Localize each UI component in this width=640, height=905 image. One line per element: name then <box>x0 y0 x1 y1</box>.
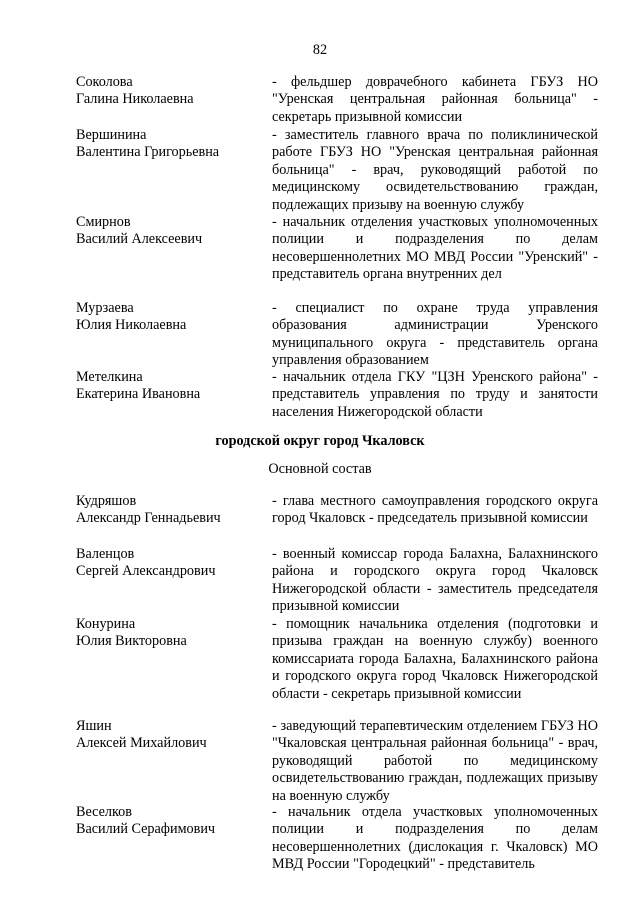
member-surname: Веселков <box>76 804 132 820</box>
member-name <box>76 546 266 581</box>
member-role: - начальник отделения участковых уполномоченных полиции и подразделения по делам несовершеннолетних МО МВД России "Уренский" - представитель органа внутренних дел <box>272 214 598 283</box>
member-surname: Кудряшов <box>76 493 137 509</box>
member-given-name: Юлия Николаевна <box>76 317 187 334</box>
section-title: городской округ город Чкаловск <box>215 433 425 449</box>
member-given-name: Валентина Григорьевна <box>76 144 220 161</box>
member-name <box>76 300 266 335</box>
member-surname: Метелкина <box>76 369 143 385</box>
page-number: 82 <box>312 42 328 58</box>
member-given-name: Василий Алексеевич <box>76 231 203 248</box>
member-role: - специалист по охране труда управления образования администрации Уренского муниципального округа - представитель органа управления образованием <box>272 300 598 369</box>
member-given-name: Сергей Александрович <box>76 563 216 580</box>
member-name <box>76 493 266 528</box>
member-name <box>76 74 266 109</box>
member-given-name: Алексей Михайлович <box>76 735 207 752</box>
member-role: - заместитель главного врача по поликлинической работе ГБУЗ НО "Уренская центральная районная больница" - врач, руководящий работой по медицинскому освидетельствованию граждан, подлежащих призыву на военную службу <box>272 127 598 213</box>
member-role: - фельдшер доврачебного кабинета ГБУЗ НО "Уренская центральная районная больница" - секретарь призывной комиссии <box>272 74 598 125</box>
member-given-name: Александр Геннадьевич <box>76 510 221 527</box>
member-role: - помощник начальника отделения (подготовки и призыва граждан на военную службу) военного комиссариата города Балахна, Балахнинского района и городского округа город Чкаловск Нижегородской области - секретарь призывной комиссии <box>272 616 598 702</box>
member-role: - заведующий терапевтическим отделением ГБУЗ НО "Чкаловская центральная районная больница" - врач, руководящий работой по медицинскому освидетельствованию граждан, подлежащих призыву на военную службу <box>272 718 598 804</box>
member-name <box>76 369 266 404</box>
member-name <box>76 214 266 249</box>
member-given-name: Екатерина Ивановна <box>76 386 201 403</box>
member-given-name: Галина Николаевна <box>76 91 194 108</box>
member-surname: Мурзаева <box>76 300 134 316</box>
member-name <box>76 718 266 753</box>
member-surname: Валенцов <box>76 546 135 562</box>
member-name <box>76 616 266 651</box>
member-role: - начальник отдела ГКУ "ЦЗН Уренского района" - представитель управления по труду и занятости населения Нижегородской области <box>272 369 598 420</box>
member-surname: Соколова <box>76 74 133 90</box>
member-surname: Смирнов <box>76 214 131 230</box>
member-name <box>76 127 266 162</box>
member-name <box>76 804 266 839</box>
member-role: - глава местного самоуправления городского округа город Чкаловск - председатель призывной комиссии <box>272 493 598 527</box>
subsection-title: Основной состав <box>268 461 372 477</box>
member-given-name: Василий Серафимович <box>76 821 216 838</box>
member-role: - военный комиссар города Балахна, Балахнинского района и городского округа город Чкаловск Нижегородской области - заместитель председателя призывной комиссии <box>272 546 598 615</box>
member-given-name: Юлия Викторовна <box>76 633 187 650</box>
member-surname: Вершинина <box>76 127 147 143</box>
member-role: - начальник отдела участковых уполномоченных полиции и подразделения по делам несовершеннолетних (дислокация г. Чкаловск) МО МВД России "Городецкий" - представитель <box>272 804 598 873</box>
member-surname: Яшин <box>76 718 112 734</box>
member-surname: Конурина <box>76 616 136 632</box>
